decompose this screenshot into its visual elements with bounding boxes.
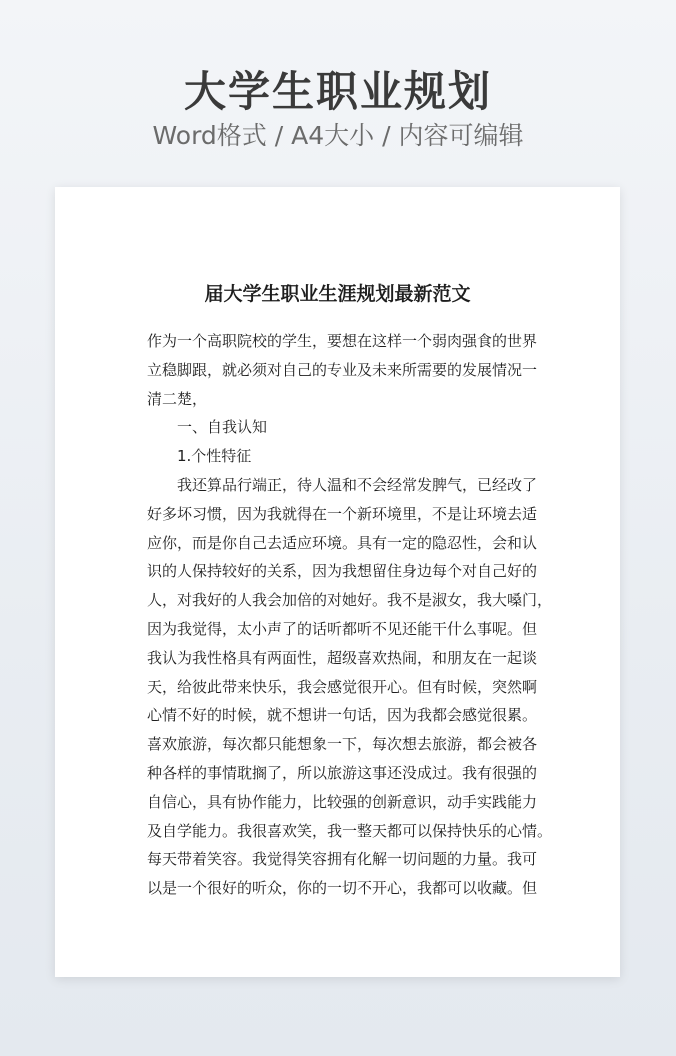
subsection-heading: 1.个性特征 (177, 447, 252, 466)
section-heading: 一、自我认知 (177, 418, 268, 437)
paragraph-line: 喜欢旅游，每次都只能想象一下，每次想去旅游，都会被各 (147, 735, 538, 754)
paragraph-line: 因为我觉得，太小声了的话听都听不见还能干什么事呢。但 (147, 619, 538, 638)
paragraph-line: 自信心，具有协作能力，比较强的创新意识，动手实践能力 (147, 792, 538, 811)
paragraph-line: 立稳脚跟，就必须对自己的专业及未来所需要的发展情况一 (147, 360, 538, 379)
paragraph-line: 天，给彼此带来快乐，我会感觉很开心。但有时候，突然啊 (147, 677, 538, 696)
document-body (147, 327, 553, 903)
document-page (55, 187, 620, 977)
paragraph-line: 作为一个高职院校的学生，要想在这样一个弱肉强食的世界 (147, 332, 538, 350)
paragraph-line: 每天带着笑容。我觉得笑容拥有化解一切问题的力量。我可 (147, 850, 538, 869)
paragraph-line: 识的人保持较好的关系，因为我想留住身边每个对自己好的 (147, 562, 538, 581)
paragraph-line: 我认为我性格具有两面性，超级喜欢热闹，和朋友在一起谈 (147, 648, 538, 667)
paragraph-line: 好多坏习惯，因为我就得在一个新环境里，不是让环境去适 (147, 504, 538, 523)
banner-subtitle: Word格式 / A4大小 / 内容可编辑 (152, 121, 524, 150)
paragraph-line: 心情不好的时候，就不想讲一句话，因为我都会感觉很累。 (147, 706, 538, 725)
paragraph-line: 清二楚， (147, 389, 208, 408)
paragraph-line: 种各样的事情耽搁了，所以旅游这事还没成过。我有很强的 (147, 763, 538, 782)
paragraph-line: 我还算品行端正，待人温和不会经常发脾气，已经改了 (177, 475, 538, 494)
paragraph-line: 应你，而是你自己去适应环境。具有一定的隐忍性，会和认 (147, 533, 538, 552)
paragraph-line: 及自学能力。我很喜欢笑，我一整天都可以保持快乐的心情。 (147, 821, 553, 840)
paragraph-line: 人，对我好的人我会加倍的对她好。我不是淑女，我大嗓门， (147, 591, 553, 610)
paragraph-line: 以是一个很好的听众，你的一切不开心，我都可以收藏。但 (147, 879, 538, 898)
banner-title: 大学生职业规划 (183, 67, 492, 116)
document-title: 届大学生职业生涯规划最新范文 (204, 283, 471, 305)
